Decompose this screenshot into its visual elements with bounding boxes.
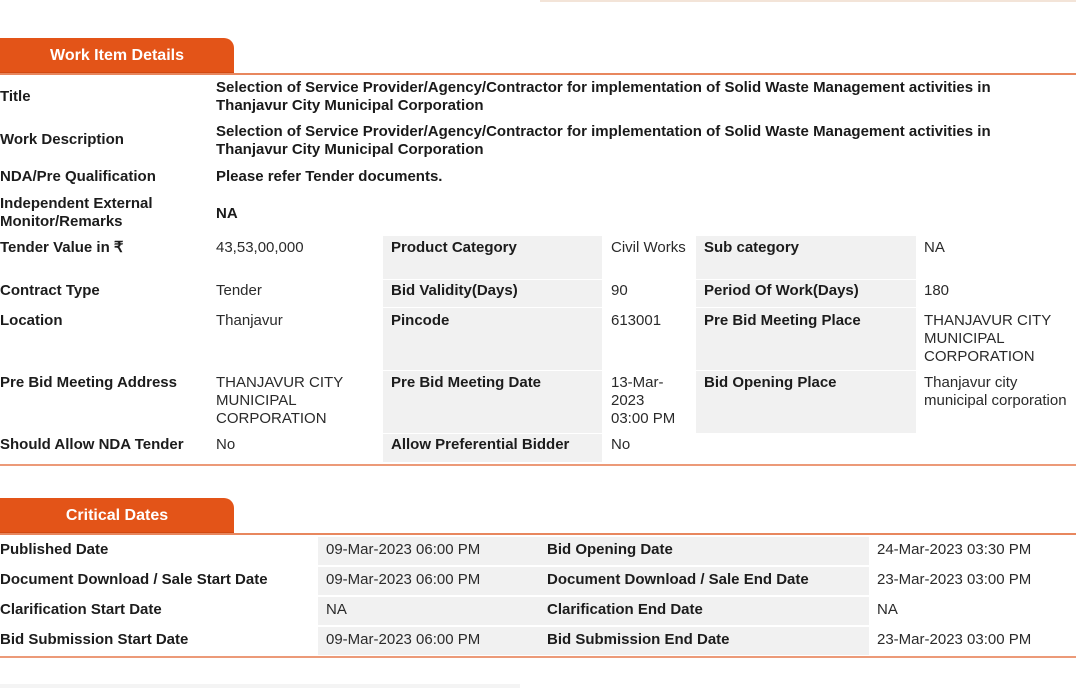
- title-value: Selection of Service Provider/Agency/Contractor for implementation of Solid Waste Management activities in Thanjavur City Municipal Corporation: [216, 79, 991, 114]
- nda-value: Please refer Tender documents.: [216, 168, 443, 185]
- pincode-label: Pincode: [383, 308, 602, 370]
- critical-dates-bottom-rule: [0, 656, 1076, 658]
- sub-category-value: NA: [924, 239, 945, 256]
- document-download-start-label: Document Download / Sale Start Date: [0, 571, 268, 588]
- bid-submission-start-label: Bid Submission Start Date: [0, 631, 189, 648]
- pre-bid-meeting-place-label: Pre Bid Meeting Place: [696, 308, 916, 370]
- bid-validity-value: 90: [611, 282, 628, 299]
- tender-value: 43,53,00,000: [216, 239, 304, 256]
- pre-bid-meeting-address-value: THANJAVUR CITY MUNICIPAL CORPORATION: [216, 374, 343, 427]
- document-download-end-label: Document Download / Sale End Date: [540, 567, 869, 595]
- allow-nda-tender-value: No: [216, 436, 236, 453]
- pre-bid-meeting-place-value: THANJAVUR CITY MUNICIPAL CORPORATION: [924, 312, 1051, 365]
- allow-preferential-bidder-label: Allow Preferential Bidder: [383, 434, 602, 462]
- work-item-details-tab[interactable]: Work Item Details: [0, 38, 234, 74]
- bid-submission-end-label: Bid Submission End Date: [540, 627, 869, 655]
- bid-submission-start-value: 09-Mar-2023 06:00 PM: [318, 627, 540, 655]
- nda-label: NDA/Pre Qualification: [0, 168, 156, 185]
- title-label: Title: [0, 88, 31, 105]
- product-category-label: Product Category: [383, 236, 602, 279]
- published-date-value: 09-Mar-2023 06:00 PM: [318, 537, 540, 565]
- published-date-label: Published Date: [0, 541, 109, 558]
- bid-validity-label: Bid Validity(Days): [383, 280, 602, 307]
- bid-opening-place-value: Thanjavur city municipal corporation: [924, 374, 1067, 409]
- document-download-end-value: 23-Mar-2023 03:00 PM: [877, 571, 1032, 588]
- contract-type-label: Contract Type: [0, 282, 100, 299]
- sub-category-label: Sub category: [696, 236, 916, 279]
- critical-dates-tab[interactable]: Critical Dates: [0, 498, 234, 534]
- work-item-bottom-rule: [0, 464, 1076, 466]
- critical-dates-rule: [0, 533, 1076, 535]
- contract-type-value: Tender: [216, 282, 262, 299]
- work-description-label: Work Description: [0, 131, 124, 148]
- work-description-value: Selection of Service Provider/Agency/Contractor for implementation of Solid Waste Management activities in Thanjavur City Municipal Corporation: [216, 123, 991, 158]
- period-of-work-label: Period Of Work(Days): [696, 280, 916, 307]
- bid-opening-place-label: Bid Opening Place: [696, 371, 916, 433]
- location-value: Thanjavur: [216, 312, 283, 329]
- clarification-start-label: Clarification Start Date: [0, 601, 162, 618]
- location-label: Location: [0, 312, 63, 329]
- monitor-value: NA: [216, 205, 238, 222]
- work-item-rule: [0, 73, 1076, 75]
- pre-bid-meeting-date-value: 13-Mar-2023 03:00 PM: [611, 374, 676, 427]
- clarification-end-value: NA: [877, 601, 898, 618]
- monitor-label: Independent External Monitor/Remarks: [0, 195, 153, 230]
- clarification-start-value: NA: [318, 597, 540, 625]
- bid-opening-date-value: 24-Mar-2023 03:30 PM: [877, 541, 1032, 558]
- bid-submission-end-value: 23-Mar-2023 03:00 PM: [877, 631, 1032, 648]
- bid-opening-date-label: Bid Opening Date: [540, 537, 869, 565]
- clarification-end-label: Clarification End Date: [540, 597, 869, 625]
- allow-preferential-bidder-value: No: [611, 436, 631, 453]
- pre-bid-meeting-address-label: Pre Bid Meeting Address: [0, 374, 177, 391]
- tender-value-label: Tender Value in ₹: [0, 239, 124, 256]
- document-download-start-value: 09-Mar-2023 06:00 PM: [318, 567, 540, 595]
- product-category-value: Civil Works: [611, 239, 686, 256]
- period-of-work-value: 180: [924, 282, 950, 299]
- pincode-value: 613001: [611, 312, 662, 329]
- allow-nda-tender-label: Should Allow NDA Tender: [0, 436, 184, 453]
- top-divider: [540, 0, 1076, 2]
- pre-bid-meeting-date-label: Pre Bid Meeting Date: [383, 371, 602, 433]
- footer-strip: [0, 684, 520, 688]
